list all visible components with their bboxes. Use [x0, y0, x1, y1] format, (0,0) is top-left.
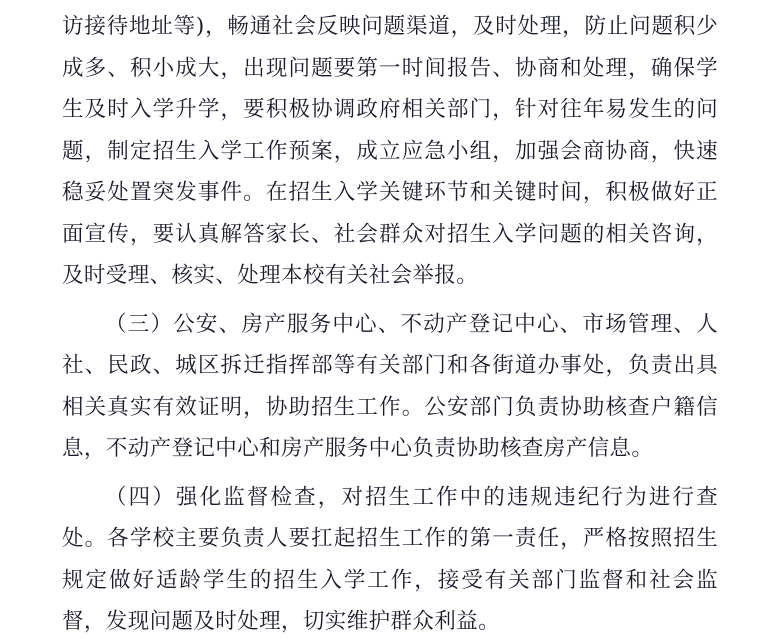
paragraph-continued-visiting: 访接待地址等)，畅通社会反映问题渠道，及时处理，防止问题积少成多、积小成大，出现问题要第一时间报告、协商和处理，确保学生及时入学升学，要积极协调政府相关部门，针对往年易发生的问题，制定招生入学工作预案，成立应急小组，加强会商协商，快速稳妥处置突发事件。在招生入学关键环节和关键时间，积极做好正面宣传，要认真解答家长、社会群众对招生入学问题的相关咨询，及时受理、核实、处理本校有关社会举报。 [62, 14, 718, 288]
paragraph-spacer [62, 297, 718, 304]
document-body [62, 0, 718, 643]
paragraph-spacer [62, 470, 718, 477]
paragraph-item-four: （四）强化监督检查，对招生工作中的违规违纪行为进行查处。各学校主要负责人要扛起招生工作的第一责任，严格按照招生规定做好适龄学生的招生入学工作，接受有关部门监督和社会监督，发现问题及时处理，切实维护群众利益。 [62, 484, 718, 634]
paragraph-item-three: （三）公安、房产服务中心、不动产登记中心、市场管理、人社、民政、城区拆迁指挥部等有关部门和各街道办事处，负责出具相关真实有效证明，协助招生工作。公安部门负责协助核查户籍信息，不动产登记中心和房产服务中心负责协助核查房产信息。 [62, 311, 718, 461]
